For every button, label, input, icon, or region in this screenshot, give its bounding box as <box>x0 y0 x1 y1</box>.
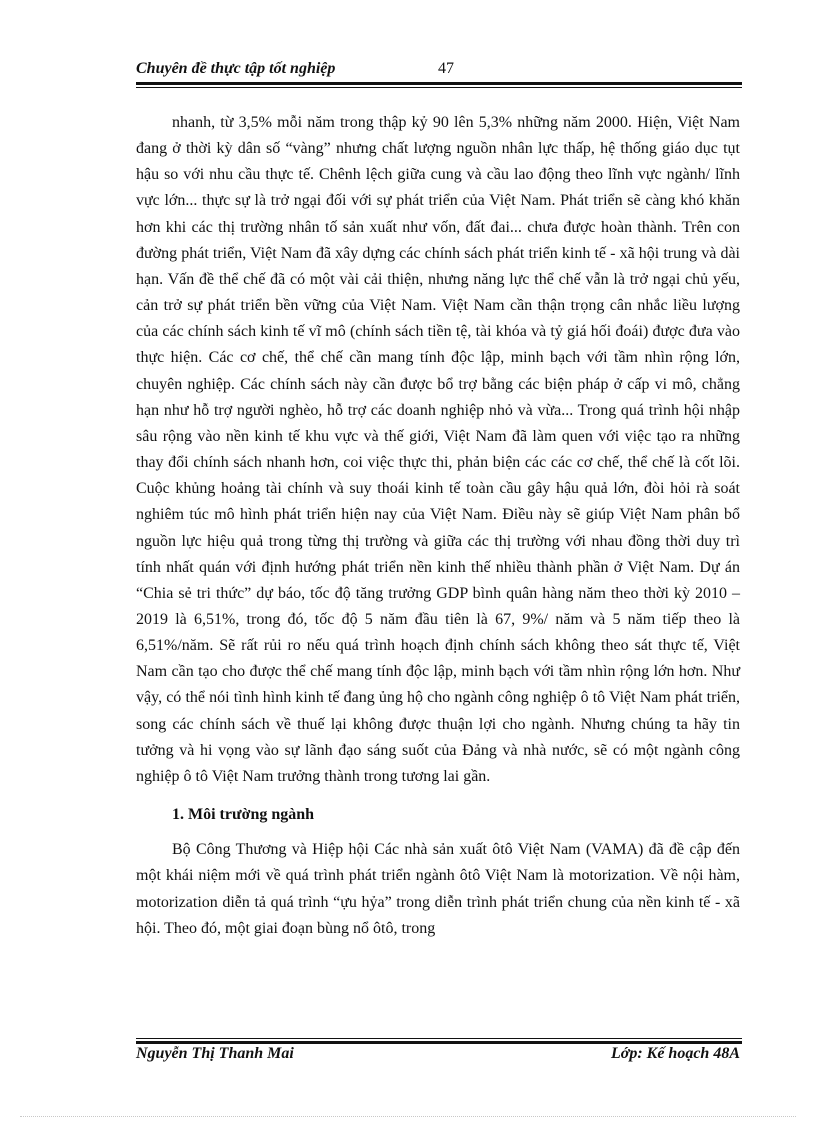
footer-author: Nguyễn Thị Thanh Mai <box>136 1045 294 1062</box>
page-number: 47 <box>438 60 454 77</box>
footer-rule-thin <box>136 1038 742 1039</box>
page-body <box>136 110 740 942</box>
header-rule-thick <box>136 82 742 85</box>
section-heading: 1. Môi trường ngành <box>172 806 315 824</box>
header-rule-thin <box>136 87 742 88</box>
footer-class: Lớp: Kế hoạch 48A <box>610 1045 740 1062</box>
paragraph-1: nhanh, từ 3,5% mỗi năm trong thập kỷ 90 lên 5,3% những năm 2000. Hiện, Việt Nam đang ở thời kỳ dân số “vàng” nhưng chất lượng nguồn nhân lực thấp, hệ thống giáo dục tụt hậu so với nhu cầu thực tế. Chênh lệch giữa cung và cầu lao động theo lĩnh vực ngành/ lĩnh vực lớn... thực sự là trở ngại đối với sự phát triển của Việt Nam. Phát triển sẽ càng khó khăn hơn khi các thị trường nhân tố sản xuất như vốn, đất đai... chưa được hoàn thành. Trên con đường phát triển, Việt Nam đã xây dựng các chính sách phát triển kinh tế - xã hội trung và dài hạn. Vấn đề thể chế đã có một vài cải thiện, nhưng năng lực thể chế vẫn là trở ngại chủ yếu, cản trở sự phát triển bền vững của Việt Nam. Việt Nam cần thận trọng cân nhắc liều lượng của các chính sách kinh tế vĩ mô (chính sách tiền tệ, tài khóa và tỷ giá hối đoái) được đưa vào thực hiện. Các cơ chế, thể chế cần mang tính độc lập, minh bạch với tầm nhìn rộng lớn, chuyên nghiệp. Các chính sách này cần được bổ trợ bằng các biện pháp ở cấp vi mô, chẳng hạn như hỗ trợ người nghèo, hỗ trợ các doanh nghiệp nhỏ và vừa... Trong quá trình hội nhập sâu rộng vào nền kinh tế khu vực và thế giới, Việt Nam đã làm quen với việc tạo ra những thay đổi chính sách nhanh hơn, coi việc thực thi, phản biện các các cơ chế, thể chế là cốt lõi. Cuộc khủng hoảng tài chính và suy thoái kinh tế toàn cầu gây hậu quả lớn, đòi hỏi rà soát nghiêm túc mô hình phát triển hiện nay của Việt Nam. Điều này sẽ giúp Việt Nam phân bổ nguồn lực hiệu quả trong từng thị trường và giữa các thị trường với nhau đồng thời duy trì tính nhất quán với định hướng phát triển nền kinh thế nhiều thành phần ở Việt Nam. Dự án “Chia sẻ tri thức” dự báo, tốc độ tăng trưởng GDP bình quân hàng năm theo thời kỳ 2010 – 2019 là 6,51%, trong đó, tốc độ 5 năm đầu tiên là 67, 9%/ năm và 5 năm tiếp theo là 6,51%/năm. Sẽ rất rủi ro nếu quá trình hoạch định chính sách không theo sát thực tế, Việt Nam cần tạo cho được thể chế mang tính độc lập, minh bạch với tầm nhìn rộng lớn hơn. Như vậy, có thể nói tình hình kinh tế đang ủng hộ cho ngành công nghiệp ô tô Việt Nam phát triển, song các chính sách về thuế lại không được thuận lợi cho ngành. Nhưng chúng ta hãy tin tưởng và hi vọng vào sự lãnh đạo sáng suốt của Đảng và nhà nước, sẽ có một ngành công nghiệp ô tô Việt Nam trưởng thành trong tương lai gần. <box>136 114 740 785</box>
page-header <box>136 58 742 82</box>
footer-rule-thick <box>136 1041 742 1044</box>
page-edge-divider <box>20 1116 796 1117</box>
page-footer <box>136 1045 742 1069</box>
header-title: Chuyên đề thực tập tốt nghiệp <box>136 60 336 77</box>
paragraph-2: Bộ Công Thương và Hiệp hội Các nhà sản xuất ôtô Việt Nam (VAMA) đã đề cập đến một khái niệm mới về quá trình phát triển ngành ôtô Việt Nam là motorization. Về nội hàm, motorization diễn tả quá trình “ựu hỷa” trong diễn trình phát triển chung của nền kinh tế - xã hội. Theo đó, một giai đoạn bùng nổ ôtô, trong <box>136 841 740 937</box>
